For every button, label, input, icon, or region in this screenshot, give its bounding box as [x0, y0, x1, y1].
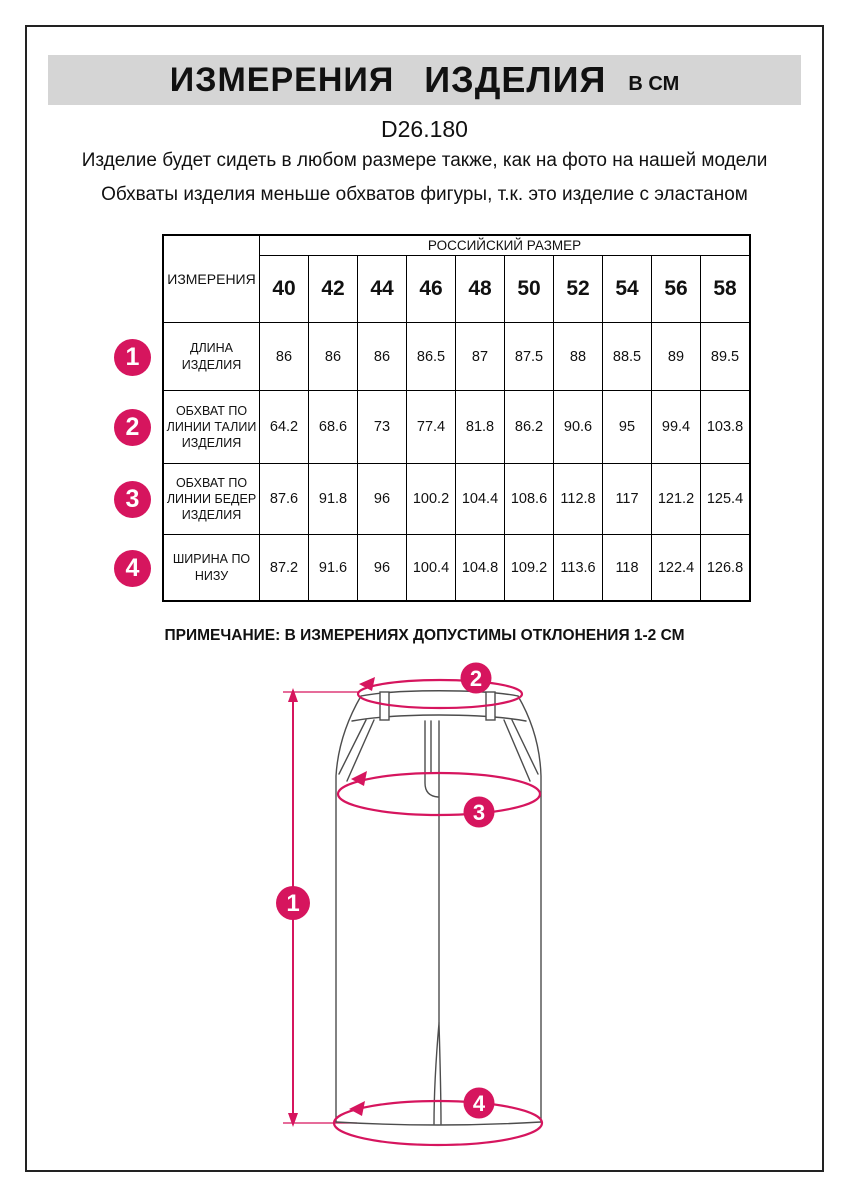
- diagram-callout-4: [464, 1088, 495, 1119]
- row-label: ДЛИНА ИЗДЕЛИЯ: [163, 323, 260, 391]
- title-word-izdeliya: ИЗДЕЛИЯ: [424, 59, 607, 100]
- diagram-callout-3: [464, 797, 495, 828]
- table-row: [163, 464, 750, 535]
- table-cell: 99.4: [652, 391, 701, 464]
- table-cell: 112.8: [554, 464, 603, 535]
- subtitle-line-2: Обхваты изделия меньше обхватов фигуры, т.к. это изделие с эластаном: [101, 184, 748, 205]
- table-cell: 73: [358, 391, 407, 464]
- pocket-left: [339, 720, 374, 781]
- callout-badge-4: 4: [114, 550, 151, 587]
- table-cell: 90.6: [554, 391, 603, 464]
- table-cell: 100.2: [407, 464, 456, 535]
- table-cell: 77.4: [407, 391, 456, 464]
- table-cell: 96: [358, 535, 407, 602]
- table-cell: 109.2: [505, 535, 554, 602]
- table-cell: 87.2: [260, 535, 309, 602]
- size-header: 58: [701, 256, 751, 323]
- table-cell: 87.5: [505, 323, 554, 391]
- title-word-v-sm: В СМ: [628, 72, 680, 95]
- row-label: ШИРИНА ПО НИЗУ: [163, 535, 260, 602]
- callout-badge-2: 2: [114, 409, 151, 446]
- svg-text:1: 1: [286, 890, 300, 917]
- tolerance-note: ПРИМЕЧАНИЕ: В ИЗМЕРЕНИЯХ ДОПУСТИМЫ ОТКЛОНЕНИЯ 1-2 СМ: [164, 627, 685, 644]
- table-cell: 86: [309, 323, 358, 391]
- size-header: 46: [407, 256, 456, 323]
- table-cell: 86: [358, 323, 407, 391]
- table-cell: 68.6: [309, 391, 358, 464]
- size-header: 52: [554, 256, 603, 323]
- fly-line: [425, 721, 438, 797]
- page-title: [48, 55, 801, 105]
- table-cell: 91.6: [309, 535, 358, 602]
- table-cell: 86.5: [407, 323, 456, 391]
- svg-text:3: 3: [472, 800, 486, 825]
- size-header: 54: [603, 256, 652, 323]
- table-cell: 88.5: [603, 323, 652, 391]
- table-cell: 87.6: [260, 464, 309, 535]
- table-cell: 104.8: [456, 535, 505, 602]
- table-corner-label: ИЗМЕРЕНИЯ: [163, 235, 260, 323]
- diagram-callout-1: [276, 886, 310, 920]
- hem-vent: [434, 1023, 441, 1124]
- table-cell: 126.8: [701, 535, 751, 602]
- svg-text:2: 2: [469, 666, 483, 691]
- svg-text:4: 4: [472, 1091, 486, 1116]
- size-header: 48: [456, 256, 505, 323]
- table-cell: 64.2: [260, 391, 309, 464]
- diagram-callout-2: [461, 663, 492, 694]
- title-word-izmereniya: ИЗМЕРЕНИЯ: [169, 60, 395, 99]
- table-cell: 86.2: [505, 391, 554, 464]
- table-header-row-group: [163, 235, 750, 256]
- table-cell: 108.6: [505, 464, 554, 535]
- row-label: ОБХВАТ ПО ЛИНИИ ТАЛИИ ИЗДЕЛИЯ: [163, 391, 260, 464]
- callout-badge-1: 1: [114, 339, 151, 376]
- size-table: [162, 234, 751, 602]
- table-row: [163, 323, 750, 391]
- size-header: 40: [260, 256, 309, 323]
- table-cell: 113.6: [554, 535, 603, 602]
- table-cell: 88: [554, 323, 603, 391]
- table-cell: 89.5: [701, 323, 751, 391]
- garment-diagram: [250, 648, 620, 1163]
- table-cell: 104.4: [456, 464, 505, 535]
- size-header: 50: [505, 256, 554, 323]
- table-cell: 91.8: [309, 464, 358, 535]
- table-row: [163, 535, 750, 602]
- row-label: ОБХВАТ ПО ЛИНИИ БЕДЕР ИЗДЕЛИЯ: [163, 464, 260, 535]
- skirt-outline: [336, 691, 541, 1125]
- size-header: 56: [652, 256, 701, 323]
- table-cell: 89: [652, 323, 701, 391]
- table-cell: 87: [456, 323, 505, 391]
- table-cell: 121.2: [652, 464, 701, 535]
- table-row: [163, 391, 750, 464]
- table-cell: 96: [358, 464, 407, 535]
- table-cell: 86: [260, 323, 309, 391]
- subtitle-line-1: Изделие будет сидеть в любом размере также, как на фото на нашей модели: [81, 150, 768, 171]
- table-cell: 117: [603, 464, 652, 535]
- size-group-header: РОССИЙСКИЙ РАЗМЕР: [260, 235, 751, 256]
- size-header: 42: [309, 256, 358, 323]
- table-cell: 81.8: [456, 391, 505, 464]
- table-cell: 122.4: [652, 535, 701, 602]
- table-cell: 118: [603, 535, 652, 602]
- table-cell: 125.4: [701, 464, 751, 535]
- table-cell: 103.8: [701, 391, 751, 464]
- callout-badge-3: 3: [114, 481, 151, 518]
- belt-loop-left: [380, 692, 389, 720]
- table-cell: 95: [603, 391, 652, 464]
- table-cell: 100.4: [407, 535, 456, 602]
- size-header: 44: [358, 256, 407, 323]
- product-code: D26.180: [381, 116, 468, 142]
